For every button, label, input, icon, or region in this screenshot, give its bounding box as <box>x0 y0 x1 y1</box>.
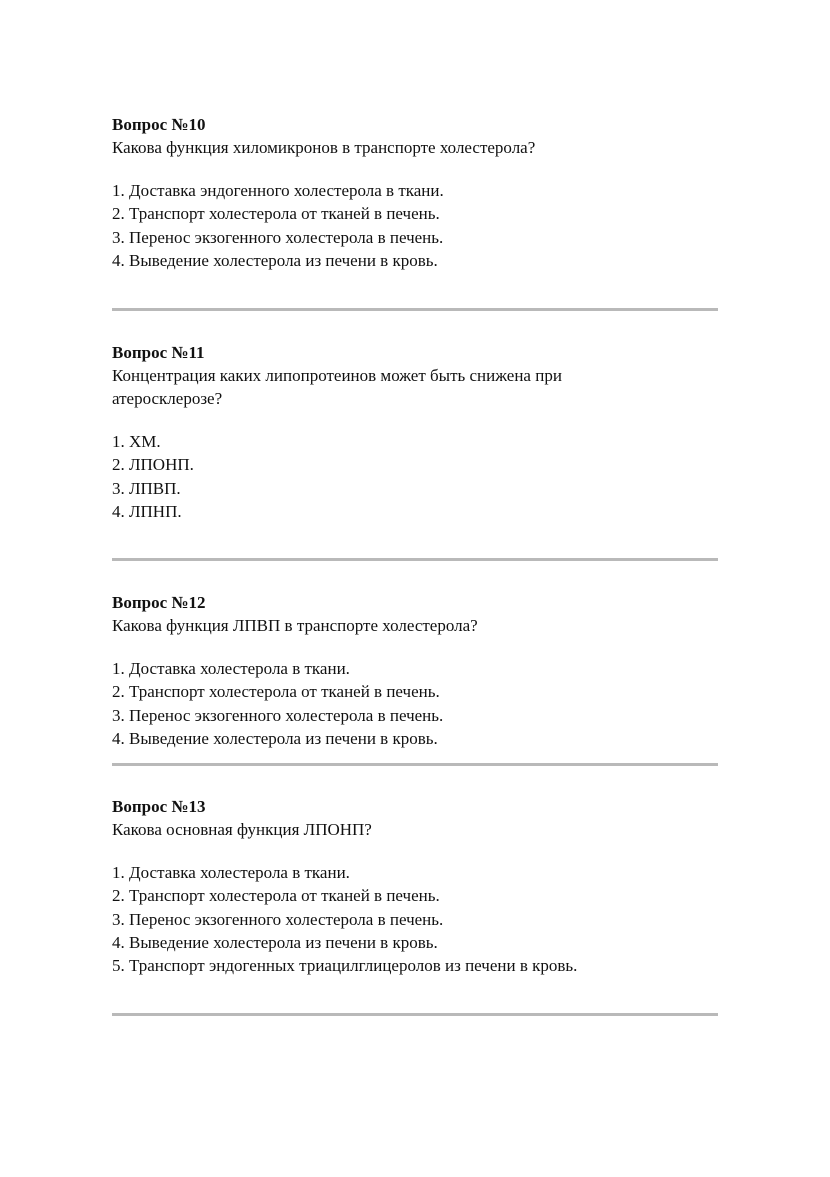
question-text: Какова основная функция ЛПОНП? <box>112 820 372 839</box>
answer-option: 1. Доставка холестерола в ткани. <box>112 863 350 882</box>
question-title: Вопрос №10 <box>112 115 206 134</box>
question-text: Концентрация каких липопротеинов может быть снижена при атеросклерозе? <box>112 366 562 408</box>
answer-list <box>112 179 718 272</box>
answer-list <box>112 430 718 523</box>
divider <box>112 1013 718 1016</box>
answer-option: 2. Транспорт холестерола от тканей в печень. <box>112 886 440 906</box>
divider <box>112 558 718 561</box>
answer-option: 2. Транспорт холестерола от тканей в печень. <box>112 204 440 224</box>
question-title: Вопрос №12 <box>112 593 206 612</box>
question-title: Вопрос №11 <box>112 343 205 362</box>
answer-option: 4. Выведение холестерола из печени в кровь. <box>112 728 438 748</box>
question-13 <box>112 795 718 977</box>
question-12 <box>112 591 718 750</box>
answer-option: 5. Транспорт эндогенных триацилглицеролов из печени в кровь. <box>112 956 578 976</box>
answer-option: 3. Перенос экзогенного холестерола в печень. <box>112 227 444 247</box>
answer-option: 1. Доставка холестерола в ткани. <box>112 659 350 678</box>
answer-option: 1. Доставка эндогенного холестерола в ткани. <box>112 181 444 200</box>
answer-option: 2. ЛПОНП. <box>112 455 194 475</box>
question-title: Вопрос №13 <box>112 797 206 816</box>
divider <box>112 308 718 311</box>
question-text: Какова функция хиломикронов в транспорте холестерола? <box>112 138 536 157</box>
answer-option: 3. ЛПВП. <box>112 478 181 498</box>
answer-option: 4. Выведение холестерола из печени в кровь. <box>112 250 438 270</box>
answer-option: 4. Выведение холестерола из печени в кровь. <box>112 932 438 952</box>
answer-list <box>112 861 718 977</box>
answer-option: 1. ХМ. <box>112 432 161 451</box>
answer-option: 3. Перенос экзогенного холестерола в печень. <box>112 909 444 929</box>
answer-option: 3. Перенос экзогенного холестерола в печень. <box>112 705 444 725</box>
divider <box>112 763 718 766</box>
question-10 <box>112 113 718 272</box>
question-text: Какова функция ЛПВП в транспорте холестерола? <box>112 616 478 635</box>
answer-option: 2. Транспорт холестерола от тканей в печень. <box>112 682 440 702</box>
answer-option: 4. ЛПНП. <box>112 501 182 521</box>
answer-list <box>112 657 718 750</box>
question-11 <box>112 341 718 523</box>
